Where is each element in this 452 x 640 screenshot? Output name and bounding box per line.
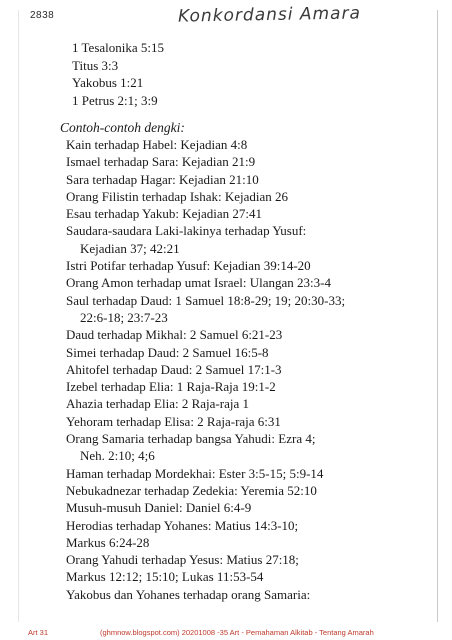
- entry-line: Daud terhadap Mikhal: 2 Samuel 6:21-23: [66, 327, 283, 343]
- entry-line-continuation: Neh. 2:10; 4;6: [80, 448, 155, 464]
- entry-line: Saudara-saudara Laki-lakinya terhadap Yusuf:: [66, 223, 307, 239]
- entry-line: Ismael terhadap Sara: Kejadian 21:9: [66, 154, 256, 170]
- footer-source-link[interactable]: (ghmnow.blogspot.com) 20201008 -35 Art - Pemahaman Alkitab - Tentang Amarah: [100, 628, 374, 637]
- entry-line: Orang Yahudi terhadap Yesus: Matius 27:18;: [66, 552, 299, 568]
- entry-line: Herodias terhadap Yohanes: Matius 14:3-10;: [66, 517, 299, 533]
- entry-line: Sara terhadap Hagar: Kejadian 21:10: [66, 171, 259, 187]
- reference-item: Yakobus 1:21: [72, 75, 144, 91]
- envy-examples-list: [66, 136, 345, 603]
- entry-line: Kain terhadap Habel: Kejadian 4:8: [66, 137, 248, 152]
- entry-line-continuation: Markus 6:24-28: [66, 534, 150, 550]
- reference-item: 1 Petrus 2:1; 3:9: [72, 92, 158, 108]
- entry-line: Esau terhadap Yakub: Kejadian 27:41: [66, 206, 263, 222]
- entry-line: Orang Filistin terhadap Ishak: Kejadian 26: [66, 188, 289, 204]
- entry-line: Yakobus dan Yohanes terhadap orang Samaria:: [66, 586, 311, 602]
- footer-article-label: Art 31: [28, 628, 49, 637]
- entry-line: Haman terhadap Mordekhai: Ester 3:5-15; 5:9-14: [66, 465, 324, 481]
- entry-line: Musuh-musuh Daniel: Daniel 6:4-9: [66, 500, 252, 516]
- reference-list: [72, 39, 164, 109]
- entry-line-continuation: Kejadian 37; 42:21: [80, 240, 180, 256]
- entry-line: Izebel terhadap Elia: 1 Raja-Raja 19:1-2: [66, 379, 276, 395]
- entry-line-continuation: Markus 12:12; 15:10; Lukas 11:53-54: [66, 569, 264, 585]
- reference-item: 1 Tesalonika 5:15: [72, 40, 165, 55]
- entry-line: Ahitofel terhadap Daud: 2 Samuel 17:1-3: [66, 361, 282, 377]
- entry-line: Istri Potifar terhadap Yusuf: Kejadian 39:14-20: [66, 258, 311, 274]
- entry-line: Orang Samaria terhadap bangsa Yahudi: Ezra 4;: [66, 431, 316, 447]
- entry-line: Orang Amon terhadap umat Israel: Ulangan 23:3-4: [66, 275, 331, 291]
- page-stamp: 2838: [30, 10, 55, 21]
- entry-line: Yehoram terhadap Elisa: 2 Raja-raja 6:31: [66, 413, 281, 429]
- footer: [0, 626, 452, 640]
- entry-line-continuation: 22:6-18; 23:7-23: [80, 309, 168, 325]
- handwritten-title: Konkordansi Amara: [177, 3, 362, 27]
- entry-line: Saul terhadap Daud: 1 Samuel 18:8-29; 19; 20:30-33;: [66, 292, 346, 308]
- entry-line: Ahazia terhadap Elia: 2 Raja-raja 1: [66, 396, 249, 412]
- section-heading: Contoh-contoh dengki:: [60, 120, 185, 135]
- entry-line: Simei terhadap Daud: 2 Samuel 16:5-8: [66, 344, 269, 360]
- entry-line: Nebukadnezar terhadap Zedekia: Yeremia 52:10: [66, 482, 317, 498]
- reference-item: Titus 3:3: [72, 57, 119, 73]
